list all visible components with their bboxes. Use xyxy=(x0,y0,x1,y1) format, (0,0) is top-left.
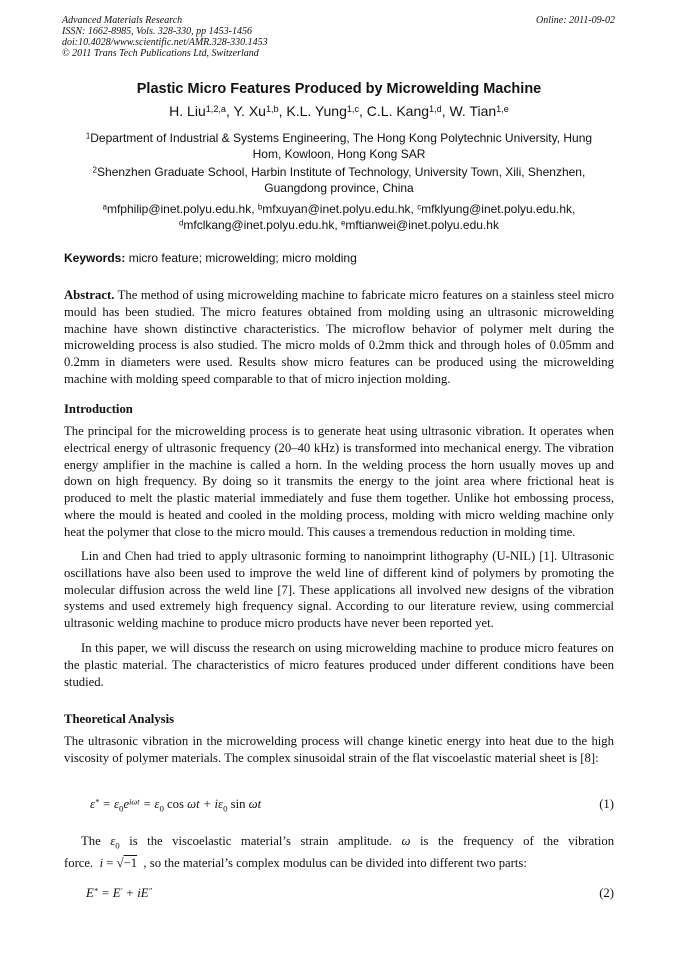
keywords-text: micro feature; microwelding; micro molding xyxy=(128,251,357,265)
email-address[interactable]: mftianwei@inet.polyu.edu.hk xyxy=(345,218,499,232)
affiliation-text: Shenzhen Graduate School, Harbin Institute of Technology, University Town, Xili, Shenzhen, Guangdong province, China xyxy=(97,165,586,195)
intro-paragraph-3: In this paper, we will discuss the research on using microwelding machine to produce micro features on the plastic material. The characteristics of micro features produced under different conditions have been studied. xyxy=(64,641,614,689)
section-heading-introduction: Introduction xyxy=(64,402,133,416)
section-heading-theory: Theoretical Analysis xyxy=(64,712,175,726)
author-name: K.L. Yung xyxy=(286,103,347,119)
affiliation-text: Department of Industrial & Systems Engineering, The Hong Kong Polytechnic University, Hung Hom, Kowloon, Hong Kong SAR xyxy=(90,131,593,161)
keywords xyxy=(64,251,614,265)
author-name: Y. Xu xyxy=(233,103,266,119)
affiliation-2 xyxy=(70,164,608,196)
intro-paragraph-2: Lin and Chen had tried to apply ultrasonic forming to nanoimprint lithography (U-NIL) [1]. Ultrasonic oscillations have also been used to improve the weld line of different kind of polymers by promoting the molecular diffusion across the weld line [7]. These applications all involved new designs of the vibration systems and used extremely high frequency signal. According to our literature review, using commercial ultrasonic welding machine to produce micro products have never been reported yet. xyxy=(64,549,614,631)
email-address[interactable]: mfphilip@inet.polyu.edu.hk xyxy=(106,202,252,216)
imaginary-unit-definition: i = √−1 xyxy=(99,856,138,870)
intro-paragraph-1: The principal for the microwelding process is to generate heat using ultrasonic vibration. It operates when electrical energy of ultrasonic frequency (20–40 kHz) is transformed into mechanical energy. The vibration energy amplifier in the machine is called a horn. In the welding process the horn usually moves up and down on high frequency. By doing so it transmits the energy to the joint area where frictional heat is produced to melt the plastic material immediately and fuse them together. Unlike hot embossing process, where the mould is heated and cooled in the molding process, molding with micro welding machine only heat the polymer that close to the micro mould. This causes a tremendous reduction in molding time. xyxy=(64,424,614,539)
affiliation-1 xyxy=(70,130,608,162)
equation-2-expression: E* = E′ + iE″ xyxy=(86,886,152,900)
theory-paragraph-1: The ultrasonic vibration in the microwelding process will change kinetic energy into heat due to the high viscosity of polymer materials. The complex sinusoidal strain of the flat viscoelastic material sheet is [8]: xyxy=(64,734,614,765)
email-address[interactable]: mfxuyan@inet.polyu.edu.hk xyxy=(262,202,411,216)
doi-line[interactable]: doi:10.4028/www.scientific.net/AMR.328-330.1453 xyxy=(62,37,268,48)
issn-line: ISSN: 1662-8985, Vols. 328-330, pp 1453-1456 xyxy=(62,26,252,37)
affiliation-mark: 1 xyxy=(85,131,91,141)
email-mark: c xyxy=(417,202,422,212)
omega-symbol: ω xyxy=(401,834,411,848)
abstract xyxy=(64,287,614,388)
email-mark: a xyxy=(102,202,107,212)
online-date: Online: 2011-09-02 xyxy=(536,15,615,26)
email-address[interactable]: mfklyung@inet.polyu.edu.hk xyxy=(421,202,573,216)
keywords-label: Keywords: xyxy=(64,251,126,265)
epsilon-zero-symbol: $\varepsilon_0$ xyxy=(110,834,120,851)
author-name: W. Tian xyxy=(449,103,497,119)
author-name: H. Liu xyxy=(169,103,206,119)
paper-title: Plastic Micro Features Produced by Microwelding Machine xyxy=(136,81,542,97)
journal-header xyxy=(62,15,268,59)
equation-1-expression: $\varepsilon^* = \varepsilon_0e^{i\omega t} = \varepsilon_0$ $\cos \omega t + i\varepsilon_0$ sin ωt xyxy=(90,797,262,814)
equation-1-number: (1) xyxy=(599,797,614,811)
author-affil-mark: 1,d xyxy=(429,103,442,114)
journal-name: Advanced Materials Research xyxy=(62,15,183,26)
affiliation-mark: 2 xyxy=(92,165,98,175)
email-address[interactable]: mfclkang@inet.polyu.edu.hk xyxy=(183,218,335,232)
copyright-line: © 2011 Trans Tech Publications Ltd, Switzerland xyxy=(62,48,259,59)
author-affil-mark: 1,b xyxy=(265,103,279,114)
email-mark: b xyxy=(257,202,263,212)
author-name: C.L. Kang xyxy=(366,103,430,119)
equation-2-number: (2) xyxy=(599,886,614,900)
strain-text-line-1: The $\varepsilon_0$ is the viscoelastic material’s strain amplitude. ω is the frequency of the vibration xyxy=(81,834,615,851)
author-affil-mark: 1,2,a xyxy=(205,103,226,114)
abstract-text: The method of using microwelding machine to fabricate micro features on a stainless steel micro mould has been studied. The micro features obtained from molding using an ultrasonic microwelding machine have shown distinctive characteristics. The microflow behavior of polymer melt during the microwelding process is also studied. The micro molds of 0.2mm thick and through holes of 0.05mm and 0.2mm in diameters were used. Results show micro features can be produced using the microwelding machine with molding speed comparable to that of micro injection molding. xyxy=(64,288,614,386)
author-affil-mark: 1,e xyxy=(496,103,509,114)
author-list: H. Liu$^{1,2,a}$, Y. Xu$^{1,b}$, K.L. Yung$^{1,c}$, C.L. Kang$^{1,d}$, W. Tian$^{1,e}$ xyxy=(169,103,509,119)
email-mark: e xyxy=(341,218,346,228)
strain-text-line-2: force. i = √−1 , so the material’s complex modulus can be divided into different two parts: xyxy=(64,856,527,870)
email-list: $^a$mfphilip@inet.polyu.edu.hk, $^b$mfxuyan@inet.polyu.edu.hk, $^c$mfklyung@inet.polyu.edu.hk, $^d$mfclkang@inet.polyu.edu.hk, $^e$mftianwei@inet.polyu.edu.hk xyxy=(102,202,576,232)
email-mark: d xyxy=(179,218,184,228)
author-affil-mark: 1,c xyxy=(346,103,359,114)
abstract-label: Abstract. xyxy=(64,288,115,302)
